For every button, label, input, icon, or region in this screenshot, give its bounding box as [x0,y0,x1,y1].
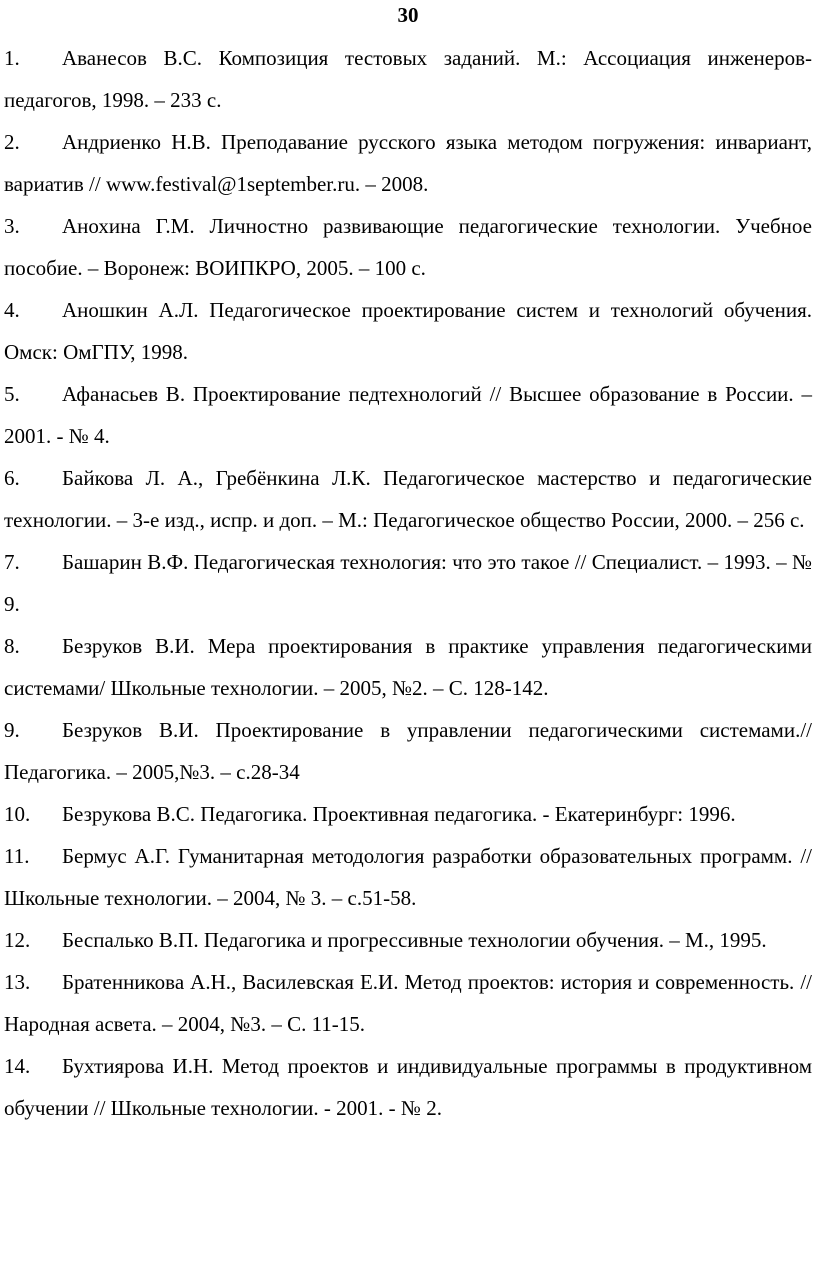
reference-item [4,541,812,625]
reference-item [4,37,812,121]
reference-number: 14. [4,1054,31,1078]
reference-number: 3. [4,214,20,238]
reference-item [4,121,812,205]
reference-item [4,709,812,793]
reference-text: Безруков В.И. Мера проектирования в практике управления педагогическими системами/ Школьные технологии. – 2005, №2. – С. 128-142. [4,634,812,700]
reference-item [4,205,812,289]
reference-number: 4. [4,298,20,322]
reference-text: Аношкин А.Л. Педагогическое проектирование систем и технологий обучения. Омск: ОмГПУ, 1998. [4,298,812,364]
reference-item [4,457,812,541]
reference-item [4,919,812,961]
reference-number: 10. [4,802,31,826]
reference-number: 8. [4,634,20,658]
reference-item [4,961,812,1045]
reference-number: 9. [4,718,20,742]
reference-text: Бухтиярова И.Н. Метод проектов и индивидуальные программы в продуктивном обучении // Школьные технологии. - 2001. - № 2. [4,1054,812,1120]
reference-number: 13. [4,970,31,994]
reference-item [4,793,812,835]
reference-number: 6. [4,466,20,490]
reference-item [4,625,812,709]
reference-text: Аванесов В.С. Композиция тестовых заданий. М.: Ассоциация инженеров-педагогов, 1998. – 233 с. [4,46,812,112]
reference-text: Андриенко Н.В. Преподавание русского языка методом погружения: инвариант, вариатив // www.festival@1september.ru. – 2008. [4,130,812,196]
reference-list [4,37,812,1129]
reference-text: Бермус А.Г. Гуманитарная методология разработки образовательных программ. // Школьные технологии. – 2004, № 3. – с.51-58. [4,844,812,910]
reference-number: 1. [4,46,20,70]
reference-text: Беспалько В.П. Педагогика и прогрессивные технологии обучения. – М., 1995. [62,928,767,952]
reference-number: 12. [4,928,31,952]
reference-text: Братенникова А.Н., Василевская Е.И. Метод проектов: история и современность. // Народная асвета. – 2004, №3. – С. 11-15. [4,970,812,1036]
page-number: 30 [397,3,419,27]
reference-number: 7. [4,550,20,574]
reference-text: Безруков В.И. Проектирование в управлении педагогическими системами.// Педагогика. – 2005,№3. – с.28-34 [4,718,812,784]
reference-text: Башарин В.Ф. Педагогическая технология: что это такое // Специалист. – 1993. – № 9. [4,550,812,616]
reference-text: Афанасьев В. Проектирование педтехнологий // Высшее образование в России. – 2001. - № 4. [4,382,812,448]
reference-item [4,1045,812,1129]
reference-number: 5. [4,382,20,406]
reference-text: Безрукова В.С. Педагогика. Проективная педагогика. - Екатеринбург: 1996. [62,802,736,826]
reference-text: Байкова Л. А., Гребёнкина Л.К. Педагогическое мастерство и педагогические технологии. – 3-е изд., испр. и доп. – М.: Педагогическое общество России, 2000. – 256 с. [4,466,812,532]
reference-number: 11. [4,844,30,868]
reference-item [4,289,812,373]
reference-text: Анохина Г.М. Личностно развивающие педагогические технологии. Учебное пособие. – Воронеж: ВОИПКРО, 2005. – 100 с. [4,214,812,280]
reference-number: 2. [4,130,20,154]
reference-item [4,373,812,457]
reference-item [4,835,812,919]
